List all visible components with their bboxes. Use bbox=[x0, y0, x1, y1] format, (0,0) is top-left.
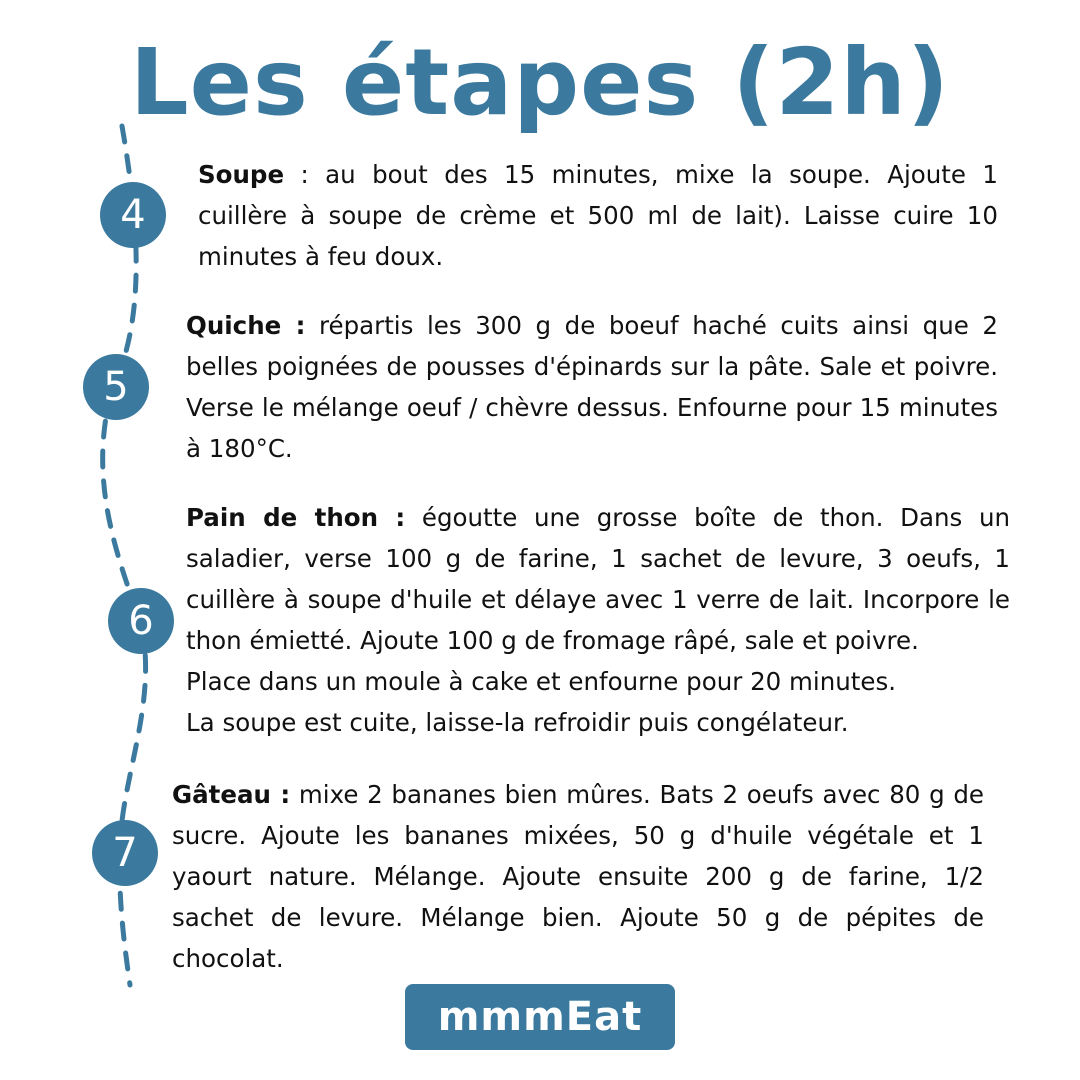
step-6-text bbox=[186, 497, 1010, 743]
step-number-5: 5 bbox=[83, 354, 149, 420]
mmmeat-logo: mmmEat bbox=[405, 984, 675, 1050]
step-number-7: 7 bbox=[92, 820, 158, 886]
step-6-extra-line-1: Place dans un moule à cake et enfourne pour 20 minutes. bbox=[186, 667, 897, 696]
step-6-extra-line-2: La soupe est cuite, laisse-la refroidir puis congélateur. bbox=[186, 708, 849, 737]
step-4-body: : au bout des 15 minutes, mixe la soupe. Ajoute 1 cuillère à soupe de crème et 500 ml de lait). Laisse cuire 10 minutes à feu doux. bbox=[198, 160, 998, 271]
step-4-text bbox=[198, 154, 998, 277]
step-7-body: mixe 2 bananes bien mûres. Bats 2 oeufs avec 80 g de sucre. Ajoute les bananes mixées, 50 g d'huile végétale et 1 yaourt nature. Mélange. Ajoute ensuite 200 g de farine, 1/2 sachet de levure. Mélange bien. Ajoute 50 g de pépites de chocolat. bbox=[172, 780, 984, 973]
step-5-body: répartis les 300 g de boeuf haché cuits ainsi que 2 belles poignées de pousses d'épinards sur la pâte. Sale et poivre. Verse le mélange oeuf / chèvre dessus. Enfourne pour 15 minutes à 180°C. bbox=[186, 311, 999, 463]
step-5-label: Quiche : bbox=[186, 311, 306, 340]
step-number-6: 6 bbox=[108, 588, 174, 654]
step-4-label: Soupe bbox=[198, 160, 285, 189]
step-5-text bbox=[186, 305, 998, 469]
page-title: Les étapes (2h) bbox=[130, 29, 950, 136]
step-6-body: égoutte une grosse boîte de thon. Dans un saladier, verse 100 g de farine, 1 sachet de levure, 3 oeufs, 1 cuillère à soupe d'huile et délaye avec 1 verre de lait. Incorpore le thon émietté. Ajoute 100 g de fromage râpé, sale et poivre. bbox=[186, 503, 1010, 655]
step-7-text bbox=[172, 774, 984, 979]
step-7-label: Gâteau : bbox=[172, 780, 291, 809]
step-6-label: Pain de thon : bbox=[186, 503, 406, 532]
step-number-4: 4 bbox=[100, 182, 166, 248]
